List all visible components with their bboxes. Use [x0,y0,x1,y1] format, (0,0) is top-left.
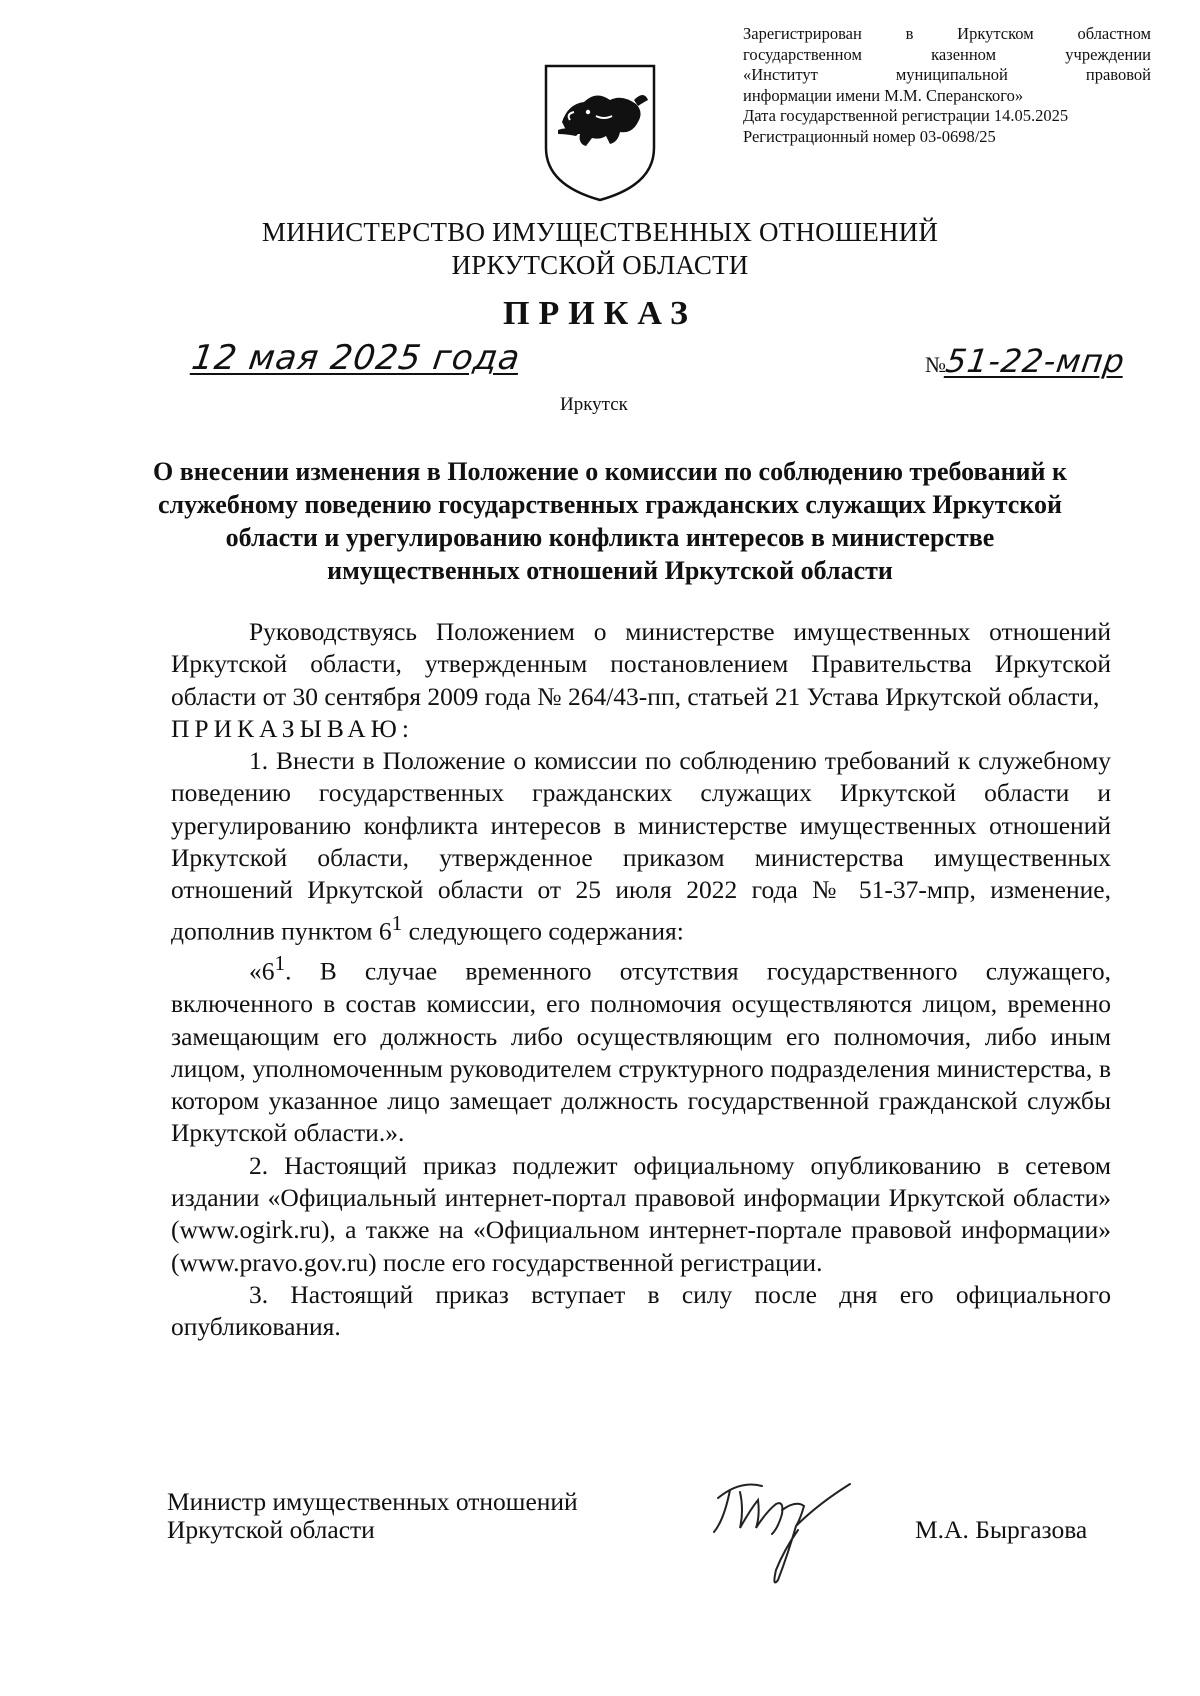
superscript: 1 [274,951,286,976]
signer-name: М.А. Быргазова [915,1515,1088,1544]
registration-date: Дата государственной регистрации 14.05.2025 [743,106,1069,125]
registration-line: информации имени М.М. Сперанского» [743,85,1024,105]
signer-position [167,1488,578,1544]
signer-position-line2: Иркутской области [167,1515,375,1544]
registration-stamp [743,24,1151,147]
signer-position-line1: Министр имущественных отношений [167,1487,578,1516]
item-1-text: 1. Внести в Положение о комиссии по соблюдению требований к служебному поведению государственных гражданских служащих Иркутской области и урегулированию конфликта интересов в министерстве имущественных отношений Иркутской области, утвержденное приказом министерства имущественных отношений Иркутской области от 25 июля 2022 года № 51-37-мпр, изменение, дополнив пунктом 6 [171,746,1111,946]
document-number [925,342,1128,380]
handwritten-number: 51-22-мпр [943,342,1128,380]
registration-number: Регистрационный номер 03-0698/25 [743,126,996,146]
document-subject: О внесении изменения в Положение о комиссии по соблюдению требований к служебному поведению государственных гражданских служащих Иркутской области и урегулированию конфликта интересов в министерстве имущественных отношений Иркутской области [152,457,1067,585]
order-word: ПРИКАЗЫВАЮ: [171,713,414,743]
superscript: 1 [391,910,403,935]
item-2-paragraph: 2. Настоящий приказ подлежит официальному опубликованию в сетевом издании «Официальный интернет-портал правовой информации Иркутской области» (www.ogirk.ru), а также на «Официальном интернет-портале правовой информации» (www.pravo.gov.ru) после его государственной регистрации. [171,1150,1111,1277]
ministry-name-line2: ИРКУТСКОЙ ОБЛАСТИ [451,250,749,280]
number-prefix: № [925,352,946,377]
registration-line: государственном казенном учреждении [743,44,1151,64]
city-name: Иркутск [560,394,628,415]
irkutsk-coat-of-arms-icon [540,60,660,205]
item-3-paragraph: 3. Настоящий приказ вступает в силу после дня его официального опубликования. [171,1279,1111,1342]
registration-line: Зарегистрирован в Иркутском областном [743,24,1151,43]
handwritten-signature [700,1470,870,1590]
quote-text: . В случае временного отсутствия государственного служащего, включенного в состав комиссии, его полномочия осуществляются лицом, временно замещающим его должность либо осуществляющим его полномочия, либо иным лицом, уполномоченным руководителем структурного подразделения министерства, в котором указанное лицо замещает должность государственной гражданской службы Иркутской области.». [171,956,1111,1148]
document-body [171,616,1111,1344]
registration-line: «Институт муниципальной правовой [743,65,1151,84]
quote-start: «6 [249,956,275,986]
ministry-name [0,216,1200,282]
preamble-paragraph: Руководствуясь Положением о министерстве имущественных отношений Иркутской области, утвержденным постановлением Правительства Иркутской области от 30 сентября 2009 года № 264/43-пп, статьей 21 Устава Иркутской области, [171,617,1111,711]
ministry-name-line1: МИНИСТЕРСТВО ИМУЩЕСТВЕННЫХ ОТНОШЕНИЙ [261,217,939,247]
document-type-title: ПРИКАЗ [503,295,697,332]
item-1-tail: следующего содержания: [402,916,684,946]
quoted-amendment [171,947,1111,1149]
handwritten-date: 12 мая 2025 года [189,338,523,378]
item-1-paragraph [171,745,1111,947]
